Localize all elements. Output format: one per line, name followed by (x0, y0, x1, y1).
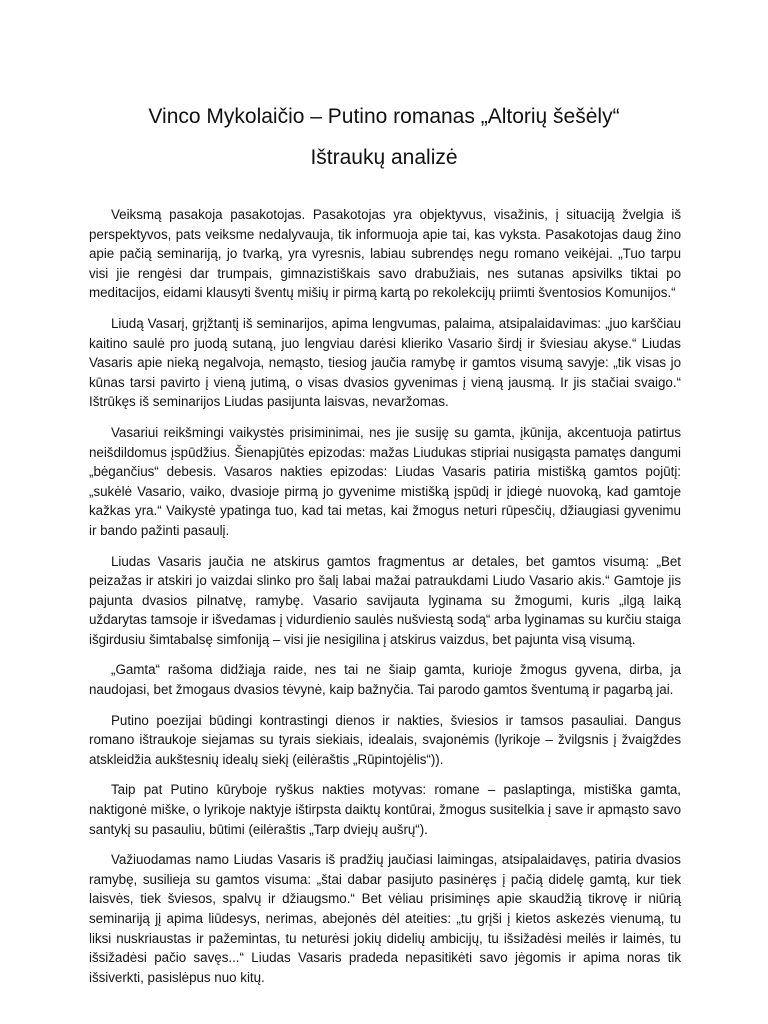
paragraph-8: Važiuodamas namo Liudas Vasaris iš pradžių jaučiasi laimingas, atsipalaidavęs, patiria dvasios ramybę, susilieja su gamtos visuma: „štai dabar pasijuto pasinėręs į pačią didelę gamtą, kur tiek laisvės, tiek šviesos, spalvų ir džiaugsmo.“ Bet vėliau prisiminęs apie skaudžią tikrovę ir niūrią seminariją jį apima liūdesys, nerimas, abejonės dėl ateities: „tu grįši į kietos askezės vienumą, tu liksi nuskriaustas ir pažemintas, tu neturėsi jokių didelių ambicijų, tu išsižadėsi meilės ir laimės, tu išsižadėsi pačio savęs...“ Liudas Vasaris pradeda nepasitikėti savo jėgomis ir apima noras tik išsiverkti, pasislėpus nuo kitų. (89, 852, 681, 985)
paragraph-2: Liudą Vasarį, grįžtantį iš seminarijos, apima lengvumas, palaima, atsipalaidavimas: „juo karščiau kaitino saulė pro juodą sutaną, juo lengviau darėsi klieriko Vasario širdį ir šviesiau akyse.“ Liudas Vasaris apie nieką negalvoja, nemąsto, tiesiog jaučia ramybę ir gamtos visumą savyje: „tik visas jo kūnas tarsi pavirto į vieną jutimą, o visas dvasios gyvenimas į vieną jausmą. Ir jis stačiai svaigo.“ Ištrūkęs iš seminarijos Liudas pasijunta laisvas, nevaržomas. (89, 315, 681, 410)
paragraph-1: Veiksmą pasakoja pasakotojas. Pasakotojas yra objektyvus, visažinis, į situaciją žvelgia iš perspektyvos, pats veiksme nedalyvauja, tik informuoja apie tai, kas vyksta. Pasakotojas daug žino apie pačią seminariją, jo tvarką, yra vyresnis, labiau subrendęs negu romano veikėjai. „Tuo tarpu visi jie rengėsi dar trumpais, gimnazistiškais savo drabužiais, nes sutanas apsivilks tiktai po meditacijos, eidami klausyti šventų mišių ir pirmą kartą po rekolekcijų priimti šventosios Komunijos.“ (89, 207, 681, 301)
paragraph-3: Vasariui reikšmingi vaikystės prisiminimai, nes jie susiję su gamta, įkūnija, akcentuoja patirtus neišdildomus įspūdžius. Šienapjūtės epizodas: mažas Liudukas stipriai nusigąsta pamatęs dangumi „bėgančius“ debesis. Vasaros nakties epizodas: Liudas Vasaris patiria mistišką gamtos pojūtį: „sukėlė Vasario, vaiko, dvasioje pirmą jo gyvenime mistišką įspūdį ir įdiegė nuovoką, kad gamtoje kažkas yra.“ Vaikystė ypatinga tuo, kad tai metas, kai žmogus neturi rūpesčių, džiaugiasi gyvenimu ir bando pažinti pasaulį. (89, 424, 681, 538)
document-subtitle: Ištraukų analizė (310, 146, 458, 169)
document-title: Vinco Mykolaičio – Putino romanas „Altorių šešėly“ (148, 105, 620, 128)
document-body (89, 205, 681, 998)
paragraph-4: Liudas Vasaris jaučia ne atskirus gamtos fragmentus ar detales, bet gamtos visumą: „Bet peizažas ir atskiri jo vaizdai slinko pro šalį labai mažai patraukdami Liudo Vasario akis.“ Gamtoje jis pajunta dvasios pilnatvę, ramybę. Vasario savijauta lyginama su žmogumi, kuris „ilgą laiką uždarytas tamsoje ir išvedamas į vidurdienio saulės nušviestą sodą“ arba lyginamas su kurčiu staiga išgirdusiu šimtabalsę simfoniją – visi jie nesigilina į atskirus vaizdus, bet pajunta visą visumą. (89, 553, 681, 647)
paragraph-6: Putino poezijai būdingi kontrastingi dienos ir nakties, šviesios ir tamsos pasauliai. Dangus romano ištraukoje siejamas su tyrais siekiais, idealais, svajonėmis (lyrikoje – žvilgsnis į žvaigždes atskleidžia aukštesnių idealų siekį (eilėraštis „Rūpintojėlis“)). (89, 712, 681, 767)
paragraph-7: Taip pat Putino kūryboje ryškus nakties motyvas: romane – paslaptinga, mistiška gamta, naktigonė miške, o lyrikoje naktyje ištirpsta daiktų kontūrai, žmogus susitelkia į save ir apmąsto savo santykį su pasauliu, būtimi (eilėraštis „Tarp dviejų aušrų“). (89, 782, 681, 837)
paragraph-5: „Gamta“ rašoma didžiąja raide, nes tai ne šiaip gamta, kurioje žmogus gyvena, dirba, ja naudojasi, bet žmogaus dvasios tėvynė, kaip bažnyčia. Tai parodo gamtos šventumą ir pagarbą jai. (89, 662, 681, 698)
